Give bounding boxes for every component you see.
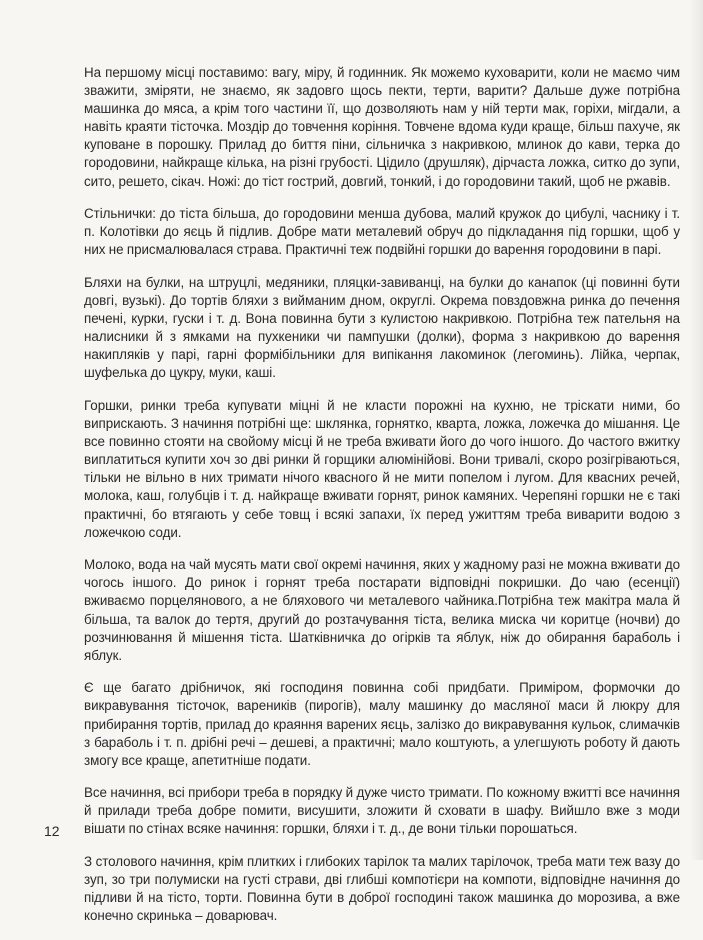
paragraph-8: З столового начиння, крім плитких і глибоких тарілок та малих тарілочок, треба мати теж вазу до зуп, зо три полумиски на густі страви, дві глибші компотієри на компоти, відповідне начиння до підливи й на тісто, торти. Повинна бути в доброї господині також машинка до морозива, а вже конечно скринька – доварювач.: [84, 854, 680, 924]
paragraph-7: Все начиння, всі прибори треба в порядку й дуже чисто тримати. По кожному вжитті все начиння й прилади треба добре помити, висушити, зложити й сховати в шафу. Вийшло вже з моди вішати по стінах всяке начиння: горшки, бляхи і т. д., де вони тільки порошаться.: [84, 785, 680, 837]
paragraph-4: Горшки, ринки треба купувати міцні й не класти порожні на кухню, не тріскати ними, бо виприскають. З начиння потрібні ще: шклянка, горнятко, кварта, ложка, ложечка до мішання. Це все повинно стояти на свойому місці й не треба вживати його до чого іншого. До частого вжитку виплатиться купити хоч зо дві ринки й горщики алюмінійові. Вони тривалі, скоро розігріваються, тільки не вільно в них тримати нічого квасного й не мити попелом і лугом. Для квасних речей, молока, каш, голубців і т. д. найкраще вживати горнят, ринок камяних. Черепяні горшки не є такі практичні, бо втягають у себе товщ і всякі запахи, їх перед ужиттям треба виварити водою з ложечкою соди.: [84, 398, 680, 540]
page-number: 12: [44, 823, 60, 839]
paragraph-5: Молоко, вода на чай мусять мати свої окремі начиння, яких у жадному разі не можна вживати до чогось іншого. До ринок і горнят треба постарати відповідні покришки. До чаю (есенції) вживаємо порцелянового, а не бляхового чи металевого чайника.Потрібна теж макітра мала й більша, та валок до тертя, другий до розтачування тіста, велика миска чи коритце (ночви) до розчинювання й мішення тіста. Шатківничка до огірків та яблук, ніж до обирання бараболь і яблук.: [84, 557, 680, 663]
paragraph-3: Бляхи на булки, на штруцлі, медяники, пляцки-завиванці, на булки до канапок (ці повинні бути довгі, вузькі). До тортів бляхи з вийманим дном, округлі. Окрема повздовжна ринка до печення печені, курки, гуски і т. д. Вона повинна бути з кулистою накривкою. Потрібна теж пательня на налисники й з ямками на пухкеники чи пампушки (долки), форма з накривкою до варення накипляків у парі, гарні формібільники для випікання лакоминок (легоминь). Лійка, черпак, шуфелька до цукру, муки, каші.: [84, 274, 680, 381]
paragraph-6: Є ще багато дрібничок, які господиня повинна собі придбати. Приміром, формочки до викравування тісточок, вареників (пирогів), малу машинку до масляної маси й люкру для прибирання тортів, прилад до краяння варених яєць, залізко до викравування кульок, слимачків з бараболь і т. п. дрібні речі – дешеві, а практичні; мало коштують, а улегшують роботу й дають змогу все краще, апетитніше подати.: [84, 680, 680, 768]
paragraph-2: Стільнички: до тіста більша, до городовини менша дубова, малий кружок до цибулі, часнику і т. п. Колотівки до яєць й підлив. Добре мати металевий обруч до підкладання під горшки, щоб у них не присмалювалася страва. Практичні теж подвійні горшки до варення городовини в парі.: [84, 206, 680, 258]
page-body: [84, 64, 680, 940]
page-edge-shadow: [689, 0, 703, 860]
paragraph-1: На першому місці поставимо: вагу, міру, й годинник. Як можемо куховарити, коли не маємо чим зважити, зміряти, не знаємо, як задовго щось пекти, терти, варити? Дальше дуже потрібна машинка до мяса, а крім того частини її, що дозволяють нам у ній терти мак, горіхи, мігдали, а навіть краяти тісточка. Моздір до товчення коріння. Товчене вдома куди краще, більш пахуче, як куповане в порошку. Прилад до биття піни, сільничка з накривкою, млинок до кави, терка до городовини, найкраще кілька, на різні грубості. Цідило (друшляк), дірчаста ложка, ситко до зупи, сито, решето, сікач. Ножі: до тіст гострий, довгий, тонкий, і до городовини такий, щоб не ржавів.: [84, 65, 680, 189]
